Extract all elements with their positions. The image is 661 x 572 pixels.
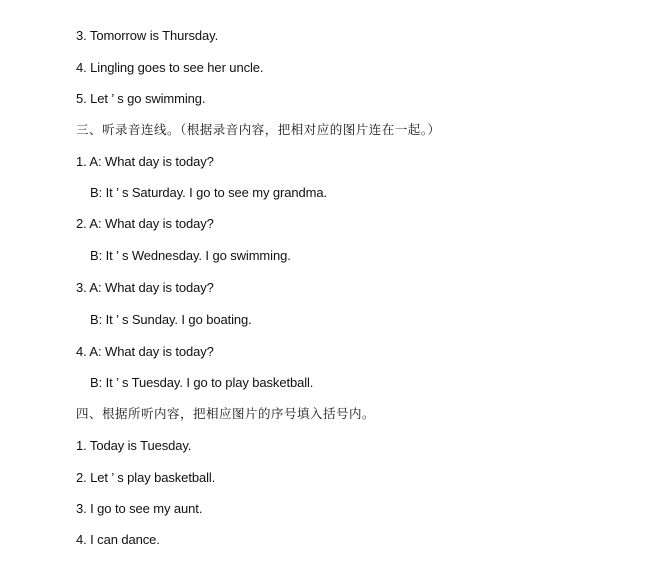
section-3-question-2: 2. A: What day is today?: [76, 216, 214, 231]
section-3-heading: 三、听录音连线。（根据录音内容，把相对应的图片连在一起。）: [76, 122, 441, 137]
sentence-4: 4. Lingling goes to see her uncle.: [76, 60, 264, 75]
section-3-answer-2: B: It ’ s Wednesday. I go swimming.: [90, 248, 291, 263]
section-3-question-4: 4. A: What day is today?: [76, 344, 214, 359]
section-4-item-3: 3. I go to see my aunt.: [76, 501, 203, 516]
section-3-answer-4: B: It ’ s Tuesday. I go to play basketball.: [90, 375, 314, 390]
section-3-question-3: 3. A: What day is today?: [76, 280, 214, 295]
section-3-answer-1: B: It ’ s Saturday. I go to see my grandma.: [90, 185, 328, 200]
section-3-answer-3: B: It ’ s Sunday. I go boating.: [90, 312, 252, 327]
section-4-item-1: 1. Today is Tuesday.: [76, 438, 192, 453]
section-4-item-2: 2. Let ’ s play basketball.: [76, 470, 216, 485]
sentence-5: 5. Let ’ s go swimming.: [76, 91, 206, 106]
section-4-item-4: 4. I can dance.: [76, 532, 160, 547]
sentence-3: 3. Tomorrow is Thursday.: [76, 28, 219, 43]
section-4-heading: 四、根据所听内容，把相应图片的序号填入括号内。: [76, 406, 376, 421]
section-3-question-1: 1. A: What day is today?: [76, 154, 214, 169]
